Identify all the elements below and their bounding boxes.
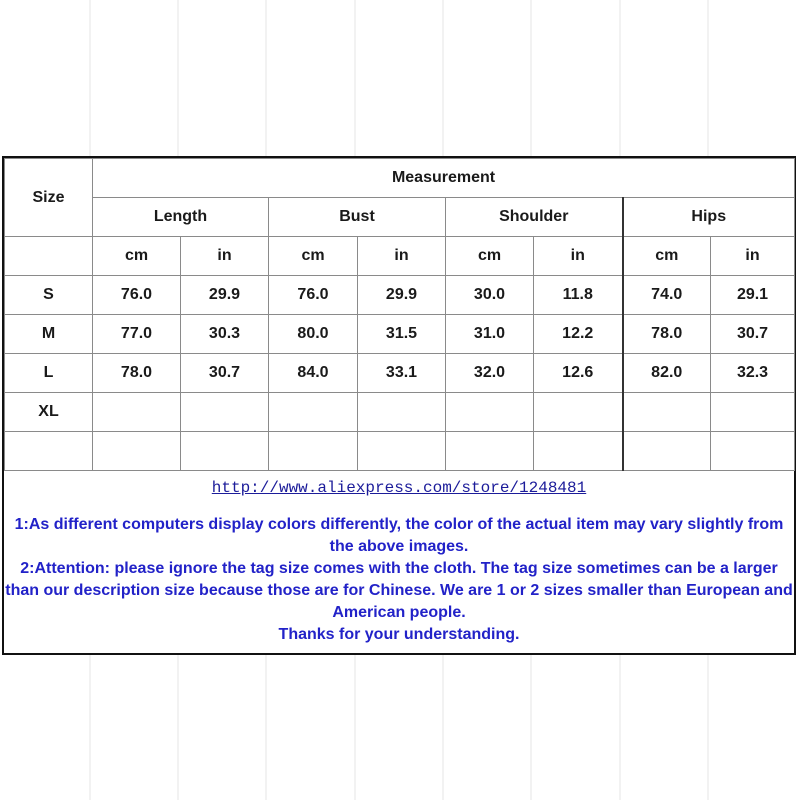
table-cell: 78.0: [623, 315, 711, 354]
table-cell: 31.0: [446, 315, 534, 354]
table-cell: [358, 393, 446, 432]
size-table: [4, 158, 795, 471]
group-header-hips: Hips: [623, 198, 795, 237]
table-cell: 33.1: [358, 354, 446, 393]
measurement-header: Measurement: [93, 159, 795, 198]
size-header: Size: [5, 159, 93, 237]
store-link[interactable]: http://www.aliexpress.com/store/1248481: [211, 479, 587, 497]
table-cell: [269, 393, 358, 432]
note-thanks: Thanks for your understanding.: [278, 626, 520, 643]
group-header-shoulder: Shoulder: [446, 198, 623, 237]
table-cell: 31.5: [358, 315, 446, 354]
group-header-bust: Bust: [269, 198, 446, 237]
table-cell: [534, 432, 623, 471]
unit-header: in: [534, 237, 623, 276]
table-cell: [93, 432, 181, 471]
table-row: [5, 432, 795, 471]
unit-header: in: [181, 237, 269, 276]
table-row: [5, 276, 795, 315]
table-row: [5, 315, 795, 354]
unit-header: cm: [446, 237, 534, 276]
table-cell: 74.0: [623, 276, 711, 315]
table-cell: 12.2: [534, 315, 623, 354]
table-cell: [181, 393, 269, 432]
size-label: L: [5, 354, 93, 393]
table-cell: 30.7: [711, 315, 795, 354]
table-cell: [269, 432, 358, 471]
note-colors: 1:As different computers display colors differently, the color of the actual item may vary slightly from the above images.: [14, 516, 784, 555]
table-cell: 76.0: [269, 276, 358, 315]
table-cell: 84.0: [269, 354, 358, 393]
table-cell: 32.3: [711, 354, 795, 393]
table-cell: [446, 432, 534, 471]
table-cell: [711, 432, 795, 471]
table-cell: [358, 432, 446, 471]
table-cell: 82.0: [623, 354, 711, 393]
group-header-length: Length: [93, 198, 269, 237]
unit-header: cm: [93, 237, 181, 276]
table-cell: 30.3: [181, 315, 269, 354]
table-cell: 30.0: [446, 276, 534, 315]
size-label: S: [5, 276, 93, 315]
table-row: [5, 354, 795, 393]
unit-header: in: [358, 237, 446, 276]
table-cell: [534, 393, 623, 432]
table-cell: [711, 393, 795, 432]
table-cell: 30.7: [181, 354, 269, 393]
table-cell: [93, 393, 181, 432]
table-cell: [446, 393, 534, 432]
unit-header: cm: [623, 237, 711, 276]
table-cell: 78.0: [93, 354, 181, 393]
size-label: M: [5, 315, 93, 354]
table-cell: 29.9: [358, 276, 446, 315]
table-row: [5, 393, 795, 432]
table-cell: 76.0: [93, 276, 181, 315]
table-cell: [623, 393, 711, 432]
size-chart-sheet: [2, 156, 796, 655]
table-cell: 77.0: [93, 315, 181, 354]
unit-header: cm: [269, 237, 358, 276]
note-tag-size: 2:Attention: please ignore the tag size comes with the cloth. The tag size sometimes can be a larger than our description size because those are for Chinese. We are 1 or 2 sizes smaller than European and American people.: [5, 560, 793, 621]
size-label: XL: [5, 393, 93, 432]
table-cell: 32.0: [446, 354, 534, 393]
unit-header: in: [711, 237, 795, 276]
table-cell: [181, 432, 269, 471]
table-cell: 11.8: [534, 276, 623, 315]
size-label: [5, 432, 93, 471]
table-cell: 29.1: [711, 276, 795, 315]
table-cell: 12.6: [534, 354, 623, 393]
table-cell: 29.9: [181, 276, 269, 315]
table-cell: 80.0: [269, 315, 358, 354]
unit-corner-cell: [5, 237, 93, 276]
notes-block: [4, 514, 794, 646]
store-link-row: [4, 468, 794, 508]
table-cell: [623, 432, 711, 471]
